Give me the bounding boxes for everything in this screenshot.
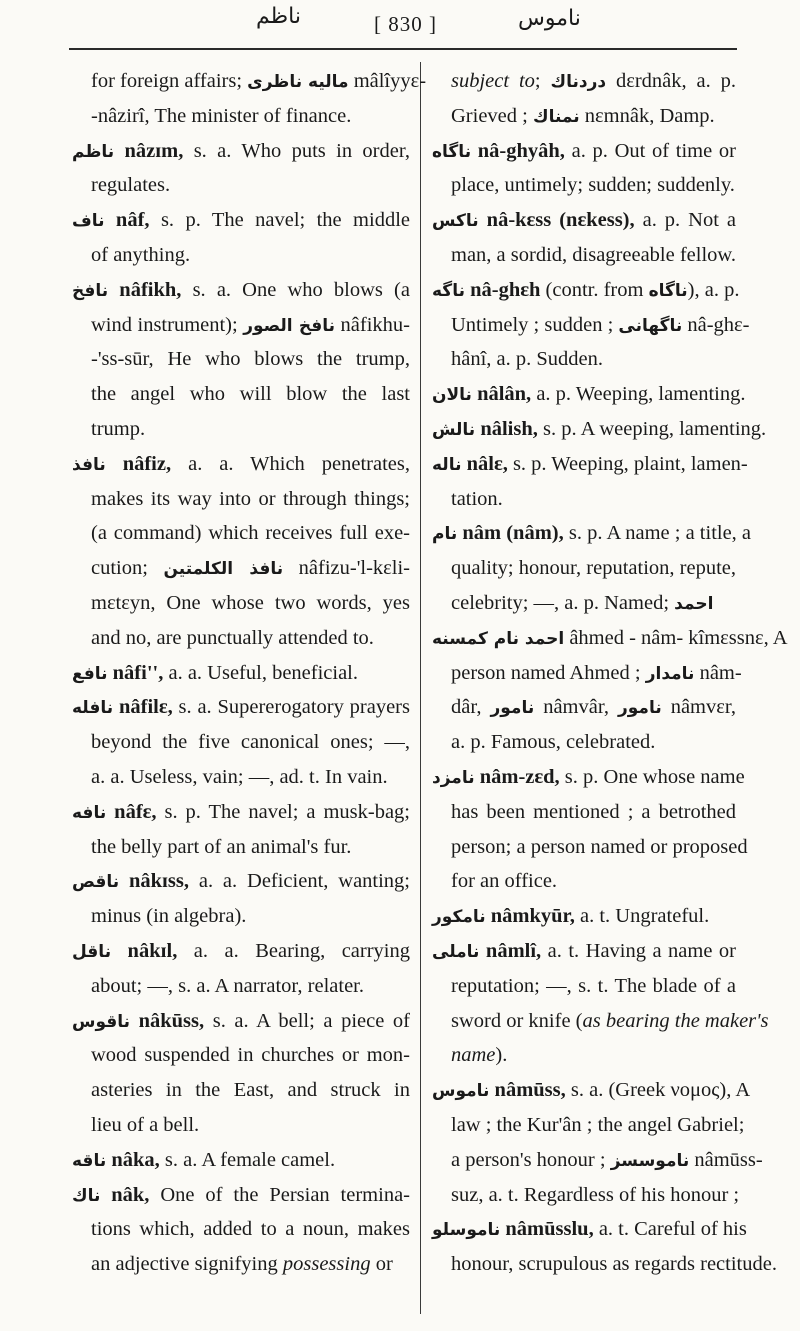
- text: for foreign affairs;: [91, 70, 248, 92]
- page-header: [0, 0, 800, 52]
- transliteration: nâfiz,: [105, 452, 189, 475]
- arabic-headword: ناكس: [432, 211, 479, 232]
- italic-text: as bearing the maker's: [582, 1009, 769, 1032]
- text-line: [432, 795, 736, 830]
- arabic-headword: احمد: [674, 593, 714, 614]
- arabic-headword: نامزد: [432, 767, 475, 788]
- text-line: [432, 168, 736, 203]
- transliteration: nâzɪm,: [114, 139, 194, 162]
- arabic-headword: ناقوس: [72, 1011, 131, 1032]
- arabic-headword: نافه: [72, 802, 107, 823]
- text: nâmūss-: [689, 1148, 763, 1171]
- transliteration: nâka,: [106, 1148, 165, 1171]
- arabic-headword: نافخ الصور: [243, 315, 336, 336]
- text: a. p. Out of time or: [571, 139, 736, 162]
- transliteration: nâmkyūr,: [485, 905, 580, 928]
- entry-headline: [432, 412, 767, 447]
- text: s. a. Supererogatory prayers: [178, 696, 410, 719]
- transliteration: nâkɪss,: [119, 870, 199, 893]
- entry-headline: [432, 203, 736, 238]
- entry-headline: [72, 690, 410, 725]
- entry-headline: [432, 273, 740, 308]
- text-line: [72, 238, 410, 273]
- arabic-headword: ناگاه: [432, 141, 472, 162]
- text: nâm-: [694, 661, 742, 684]
- text: a. t. Ungrateful.: [580, 905, 710, 928]
- text-line: [432, 690, 736, 725]
- text-line: [72, 377, 410, 412]
- text: s. p. One whose name: [564, 765, 745, 788]
- text: s. p. The navel; the middle: [160, 209, 410, 232]
- text-line: [72, 969, 410, 1004]
- arabic-headword: ناقه: [72, 1150, 107, 1171]
- transliteration: nâ-ghɛh: [464, 278, 546, 301]
- text: Grieved ;: [451, 104, 533, 127]
- arabic-headword: دردناك: [550, 72, 607, 92]
- entry-headline: [432, 516, 752, 551]
- text: nɛmnâk, Damp.: [579, 104, 715, 127]
- entry-headline: [72, 203, 410, 238]
- text: nâ-ghɛ-: [682, 313, 750, 336]
- text-line: [432, 342, 736, 377]
- arabic-headword: ناگه: [432, 280, 465, 301]
- page-number: [ 830 ]: [374, 12, 437, 36]
- text: nâfizu-'l-kɛli-: [283, 557, 410, 580]
- text: law ; the Kur'ân ; the angel Gabriel;: [451, 1113, 745, 1136]
- transliteration: nâm (nâm),: [457, 522, 569, 545]
- entry-headline: [432, 934, 736, 969]
- text: (a command) which receives full exe-: [91, 522, 410, 545]
- text: a. a. Useless, vain; —, ad. t. In vain.: [91, 765, 388, 788]
- entry-headline: [72, 864, 410, 899]
- text-line: [432, 1247, 777, 1282]
- entry-headline: [432, 899, 736, 934]
- text-line: [432, 830, 748, 865]
- text-line: [432, 1178, 740, 1213]
- text: suz, a. t. Regardless of his honour ;: [451, 1183, 740, 1206]
- arabic-headword: ناقل: [72, 941, 112, 962]
- text: a. p. Famous, celebrated.: [451, 731, 656, 754]
- entry-headline: [432, 447, 748, 482]
- text: ), a. p.: [687, 278, 740, 301]
- text: asteries in the East, and struck in: [91, 1079, 410, 1102]
- text: a person's honour ;: [451, 1148, 611, 1171]
- text-line: [432, 1038, 736, 1073]
- text: cution;: [91, 557, 164, 580]
- entry-headline: [432, 1212, 747, 1247]
- text-line: [72, 1073, 410, 1108]
- text: for an office.: [451, 870, 558, 893]
- text-line: [72, 551, 410, 586]
- arabic-headword: ناگهانی: [618, 315, 683, 336]
- text: dâr,: [451, 696, 491, 719]
- transliteration: nâf,: [104, 209, 161, 232]
- text-line: [72, 342, 410, 377]
- entry-headline: [72, 656, 410, 691]
- text: hânî, a. p. Sudden.: [451, 348, 604, 371]
- text: lieu of a bell.: [91, 1113, 200, 1136]
- text-line: [432, 725, 736, 760]
- arabic-headword: مالیه ناظری: [247, 72, 349, 92]
- text: wood suspended in churches or mon-: [91, 1044, 410, 1067]
- entry-headline: [72, 934, 410, 969]
- transliteration: nâlɛ,: [461, 452, 513, 475]
- transliteration: nâmūsslu,: [500, 1218, 599, 1241]
- text: a. t. Having a name or: [547, 939, 736, 962]
- text: celebrity; —, a. p. Named;: [451, 591, 675, 614]
- text: honour, scrupulous as regards rectitude.: [451, 1253, 777, 1276]
- text-line: [72, 99, 410, 134]
- text-line: [72, 482, 410, 517]
- text-line: [72, 586, 410, 621]
- transliteration: nâkɪl,: [111, 939, 194, 962]
- arabic-headword: ناموسلو: [432, 1220, 501, 1241]
- entry-headline: [72, 1178, 410, 1213]
- arabic-headword: نافخ: [72, 280, 109, 301]
- text-line: [432, 99, 736, 134]
- entry-headline: [72, 447, 410, 482]
- arabic-headword: نالان: [432, 385, 472, 406]
- text: beyond the five canonical ones; —,: [91, 731, 410, 754]
- arabic-headword: ناله: [432, 454, 462, 475]
- text: s. a. (Greek νομος), A: [570, 1079, 751, 1102]
- text-line: [72, 516, 410, 551]
- transliteration: nâkūss,: [130, 1009, 213, 1032]
- transliteration: nâm-zɛd,: [474, 765, 565, 788]
- italic-text: name: [451, 1044, 496, 1067]
- arabic-headword: نافله: [72, 698, 114, 719]
- text-line: [432, 1143, 763, 1178]
- text: quality; honour, reputation, repute,: [451, 557, 736, 580]
- transliteration: nâlân,: [471, 383, 537, 406]
- text: s. p. The navel; a musk-bag;: [164, 800, 410, 823]
- text: the angel who will blow the last: [91, 383, 410, 406]
- entry-headline: [72, 1004, 410, 1039]
- transliteration: nâfɛ,: [106, 800, 165, 823]
- arabic-headword: نام: [432, 524, 458, 545]
- text: s. p. Weeping, plaint, lamen-: [512, 452, 748, 475]
- arabic-headword: ناظم: [72, 141, 115, 162]
- text: nâmvɛr,: [661, 696, 736, 719]
- italic-text: possessing: [282, 1253, 371, 1276]
- text: -'ss-sūr, He who blows the trump,: [91, 348, 410, 371]
- text-line: [72, 1247, 410, 1282]
- text: a. p. Weeping, lamenting.: [536, 383, 746, 406]
- text: sword or knife (: [451, 1009, 583, 1032]
- text-line: [432, 969, 736, 1004]
- text: s. a. Who puts in order,: [193, 139, 410, 162]
- transliteration: nâfikh,: [108, 278, 193, 301]
- text: and no, are punctually attended to.: [91, 626, 374, 649]
- text: wind instrument);: [91, 313, 244, 336]
- text: man, a sordid, disagreeable fellow.: [451, 243, 736, 266]
- text-line: [432, 238, 736, 273]
- text: a. a. Useful, beneficial.: [168, 661, 359, 684]
- transliteration: nâ-ghyâh,: [471, 139, 572, 162]
- text-line: [432, 864, 736, 899]
- text: s. p. A weeping, lamenting.: [542, 417, 767, 440]
- transliteration: nâlish,: [475, 417, 543, 440]
- text: minus (in algebra).: [91, 905, 247, 928]
- text-line: [72, 168, 410, 203]
- text: a. a. Deficient, wanting;: [198, 870, 410, 893]
- arabic-headword: ناف: [72, 211, 105, 232]
- text: a. a. Which penetrates,: [188, 452, 410, 475]
- entry-headline: [432, 134, 736, 169]
- text: an adjective signifying: [91, 1253, 283, 1276]
- text: nâmvâr,: [534, 696, 618, 719]
- entry-headline: [72, 1143, 410, 1178]
- text-line: [72, 1038, 410, 1073]
- left-column: [72, 64, 427, 1282]
- transliteration: nâfilɛ,: [113, 696, 179, 719]
- text-line: [72, 760, 410, 795]
- arabic-headword: نمناك: [532, 106, 580, 127]
- entry-headline: [432, 1073, 751, 1108]
- arabic-headword: نامكور: [432, 907, 486, 928]
- arabic-headword: احمد نام كمسنه: [432, 628, 565, 649]
- text-line: [432, 1004, 769, 1039]
- text: s. a. One who blows (a: [192, 278, 410, 301]
- entry-headline: [432, 621, 788, 656]
- arabic-headword: ناملى: [432, 941, 480, 962]
- transliteration: nâk,: [100, 1183, 161, 1206]
- text-line: [432, 551, 736, 586]
- text: a. t. Careful of his: [598, 1218, 747, 1241]
- arabic-headword: ناگاه: [648, 280, 688, 301]
- header-rule: [69, 48, 737, 50]
- text-line: [432, 308, 750, 343]
- entry-headline: [72, 134, 410, 169]
- arabic-headword: ناقص: [72, 872, 120, 893]
- text-line: [432, 64, 736, 99]
- text: One of the Persian termina-: [160, 1183, 410, 1206]
- text: reputation; —, s. t. The blade of a: [451, 974, 736, 997]
- text: Untimely ; sudden ;: [451, 313, 619, 336]
- text: trump.: [91, 417, 146, 440]
- text: place, untimely; sudden; suddenly.: [451, 174, 735, 197]
- arabic-headword: نافذ: [72, 454, 106, 475]
- arabic-headword: نامور: [490, 698, 535, 719]
- arabic-headword: نامدار: [645, 663, 695, 684]
- text-line: [432, 586, 736, 621]
- transliteration: nâfi'',: [107, 661, 169, 684]
- header-left-catchword: ناظم: [256, 4, 301, 29]
- text: or: [370, 1253, 393, 1276]
- text: person; a person named or proposed: [451, 835, 748, 858]
- text: a. a. Bearing, carrying: [193, 939, 410, 962]
- text: s. a. A bell; a piece of: [212, 1009, 410, 1032]
- text: about; —, s. a. A narrator, relater.: [91, 974, 364, 997]
- text-line: [72, 412, 410, 447]
- entry-headline: [72, 273, 410, 308]
- text: s. p. A name ; a title, a: [568, 522, 752, 545]
- text: âhmed - nâm- kîmɛssnɛ, A: [564, 626, 788, 649]
- text: the belly part of an animal's fur.: [91, 835, 352, 858]
- text-line: [72, 621, 410, 656]
- text: nâfikhu-: [335, 313, 410, 336]
- transliteration: nâmlî,: [479, 939, 548, 962]
- arabic-headword: نالش: [432, 419, 476, 440]
- text-line: [72, 308, 410, 343]
- text-line: [72, 830, 410, 865]
- text: dɛrdnâk, a. p.: [606, 70, 737, 92]
- text-line: [72, 725, 410, 760]
- entry-headline: [72, 795, 410, 830]
- text-line: [72, 64, 427, 99]
- text: has been mentioned ; a betrothed: [451, 800, 736, 823]
- transliteration: nâmūss,: [489, 1079, 571, 1102]
- header-right-catchword: ناموس: [518, 6, 581, 31]
- entry-headline: [432, 760, 745, 795]
- text: mɛtɛyn, One whose two words, yes: [91, 591, 410, 614]
- arabic-headword: ناموسسز: [610, 1150, 690, 1171]
- transliteration: nâ-kɛss (nɛkess),: [478, 209, 643, 232]
- column-divider: [420, 62, 421, 1314]
- arabic-headword: ناك: [72, 1185, 101, 1206]
- text-line: [72, 1108, 410, 1143]
- entry-headline: [432, 377, 746, 412]
- arabic-headword: نافع: [72, 663, 108, 684]
- text: mâlîyyɛ-: [348, 70, 427, 92]
- text: s. a. A female camel.: [164, 1148, 336, 1171]
- text-line: [432, 1108, 745, 1143]
- text-line: [432, 656, 742, 691]
- text: makes its way into or through things;: [91, 487, 410, 510]
- text-line: [72, 899, 410, 934]
- text: tation.: [451, 487, 503, 510]
- text-line: [432, 482, 736, 517]
- text: tions which, added to a noun, makes: [91, 1218, 410, 1241]
- text: person named Ahmed ;: [451, 661, 646, 684]
- italic-text: subject to: [451, 70, 535, 92]
- arabic-headword: نافذ الكلمتين: [163, 559, 284, 580]
- arabic-headword: ناموس: [432, 1081, 490, 1102]
- text: regulates.: [91, 174, 171, 197]
- right-column: [432, 64, 788, 1282]
- text: ).: [495, 1044, 508, 1067]
- text: -nâzirî, The minister of finance.: [91, 104, 352, 127]
- text: (contr. from: [545, 278, 649, 301]
- text: of anything.: [91, 243, 191, 266]
- text: ;: [534, 70, 551, 92]
- arabic-headword: نامور: [617, 698, 662, 719]
- text: a. p. Not a: [642, 209, 736, 232]
- text-line: [72, 1212, 410, 1247]
